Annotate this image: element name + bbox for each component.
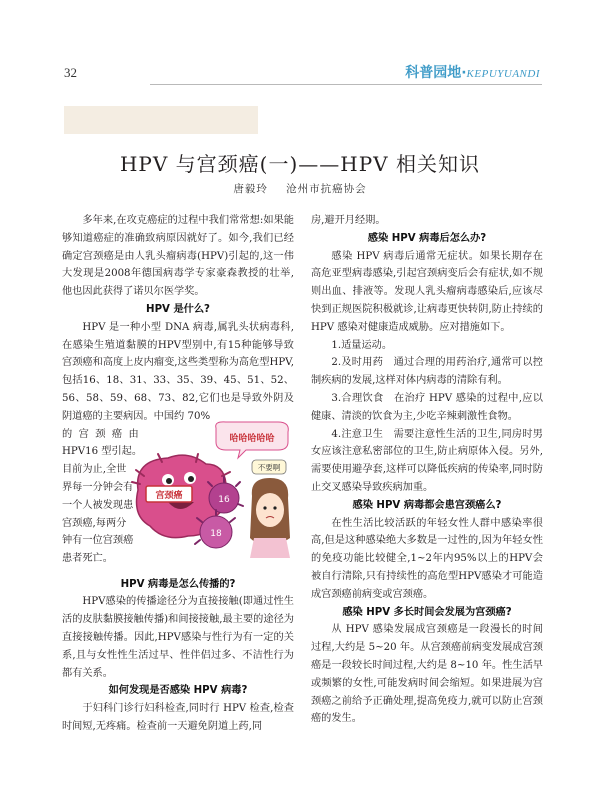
- paragraph-what-is-hpv: HPV 是一种小型 DNA 病毒,属乳头状病毒科,在感染生殖道黏膜的HPV型别中,有15种能够导致宫颈癌和高度上皮内瘤变,这些类型称为高危型HPV,包括16、18、31、33、35、39、45、51、52、56、58、59、68、73、82,它们也是导致外阴及阴道癌的主要病因。中国约 70%: [62, 321, 294, 422]
- cervical-cancer-sign: [146, 486, 192, 502]
- heading-what-is-hpv: HPV 是什么?: [146, 303, 210, 315]
- wrap-line: 宫颈癌,每两分: [62, 517, 127, 529]
- section-title-en: KEPUYUANDI: [466, 68, 540, 80]
- header-rule: [150, 84, 542, 85]
- list-item-diet: 3.合理饮食 在治疗 HPV 感染的过程中,应以健康、清淡的饮食为主,少吃辛辣刺激性食物。: [311, 392, 543, 422]
- heading-progression-time: 感染 HPV 多长时间会发展为宫颈癌?: [342, 606, 512, 618]
- section-title: [405, 62, 540, 82]
- svg-text:宫颈癌: 宫颈癌: [155, 490, 183, 501]
- wrap-line: 一个人被发现患: [62, 499, 134, 511]
- right-column: [311, 212, 543, 728]
- section-title-sep: ·: [461, 65, 467, 81]
- hpv-cartoon-illustration: [128, 420, 296, 560]
- svg-text:16: 16: [218, 494, 230, 505]
- page-header: [0, 0, 600, 90]
- author: 唐毅玲: [233, 183, 268, 195]
- wrap-line: 界每一分钟会有: [62, 481, 134, 493]
- left-column: [62, 212, 294, 736]
- heading-after-infection: 感染 HPV 病毒后怎么办?: [367, 232, 487, 244]
- wrapped-text: [62, 426, 143, 568]
- wrap-line: 目前为止,全世: [62, 464, 127, 476]
- wrap-line: 的 宫 颈 癌 由: [62, 428, 141, 440]
- heading-all-get-cancer: 感染 HPV 病毒都会患宫颈癌么?: [352, 499, 502, 511]
- svg-text:不要啊: 不要啊: [257, 462, 281, 472]
- section-title-cn: 科普园地: [405, 65, 462, 81]
- girl-speech-bubble: [252, 460, 286, 474]
- intro-paragraph: 多年来,在攻克癌症的过程中我们常常想:如果能够知道癌症的准确致病原因就好了。如今,我们已经确定宫颈癌是由人乳头瘤病毒(HPV)引起的,这一伟大发现是2008年德国病毒学专家豪森教授的壮举,他也因此获得了诺贝尔医学奖。: [62, 215, 294, 298]
- paragraph-continued: 房,避开月经期。: [311, 215, 386, 226]
- list-item-exercise: 1.适量运动。: [331, 339, 393, 351]
- affiliation: 沧州市抗癌协会: [286, 183, 367, 195]
- wrap-line: HPV16 型引起。: [62, 446, 143, 458]
- illustration-block: [62, 426, 294, 576]
- heading-detection: 如何发现是否感染 HPV 病毒?: [108, 685, 248, 697]
- decorative-banner: [64, 106, 258, 134]
- page-number: 32: [64, 65, 77, 80]
- paragraph-transmission: HPV感染的传播途径分为直接接触(即通过性生活的皮肤黏膜接触传播)和间接接触,最主要的途径为直接接触传播。因此,HPV感染与性行为有一定的关系,且与女性性生活过早、性伴侣过多、不洁性行为都有关系。: [62, 596, 294, 679]
- speech-bubble-text: 哈哈哈哈哈: [229, 433, 275, 444]
- paragraph-after-infection: 感染 HPV 病毒后通常无症状。如果长期存在高危亚型病毒感染,引起宫颈病变后会有症状,如不规则出血、排液等。发现人乳头瘤病毒感染后,应该尽快到正规医院积极就诊,让病毒更快转阴,防止持续的 HPV 感染对健康造成威胁。应对措施如下。: [311, 250, 543, 333]
- article-title: HPV 与宫颈癌(一)——HPV 相关知识: [119, 152, 480, 176]
- wrap-line: 患者死亡。: [62, 553, 113, 565]
- heading-transmission: HPV 病毒是怎么传播的?: [120, 578, 236, 590]
- paragraph-detection: 于妇科门诊行妇科检查,同时行 HPV 检查,检查时间短,无疼痛。检查前一天避免阴道上药,同: [62, 703, 294, 732]
- byline: [0, 181, 600, 196]
- list-item-medication: 2.及时用药 通过合理的用药治疗,通常可以控制疾病的发展,这样对体内病毒的清除有利。: [311, 357, 543, 387]
- svg-text:18: 18: [210, 528, 222, 539]
- paragraph-all-get-cancer: 在性生活比较活跃的年轻女性人群中感染率很高,但是这种感染绝大多数是一过性的,因为年轻女性的免疫功能比较健全,1~2年内95%以上的HPV会被自行清除,只有持续性的高危型HPV感染才可能造成宫颈癌前病变或宫颈癌。: [311, 517, 543, 600]
- girl-character: [250, 478, 290, 558]
- list-item-hygiene: 4.注意卫生 需要注意性生活的卫生,同房时男女应该注意私密部位的卫生,防止病原体入侵。另外,需要使用避孕套,这样可以降低疾病的传染率,同时防止交叉感染导致疾病加重。: [311, 428, 543, 493]
- paragraph-progression-time: 从 HPV 感染发展成宫颈癌是一段漫长的时间过程,大约是 5~20 年。从宫颈癌前病变发展成宫颈癌是一段较长时间过程,大约是 8~10 年。性生活早或频繁的女性,可能发病时间会缩短。如果进展为宫颈癌之前给予正确处理,提高免疫力,就可以防止宫颈癌的发生。: [311, 624, 543, 725]
- wrap-line: 钟有一位宫颈癌: [62, 535, 134, 547]
